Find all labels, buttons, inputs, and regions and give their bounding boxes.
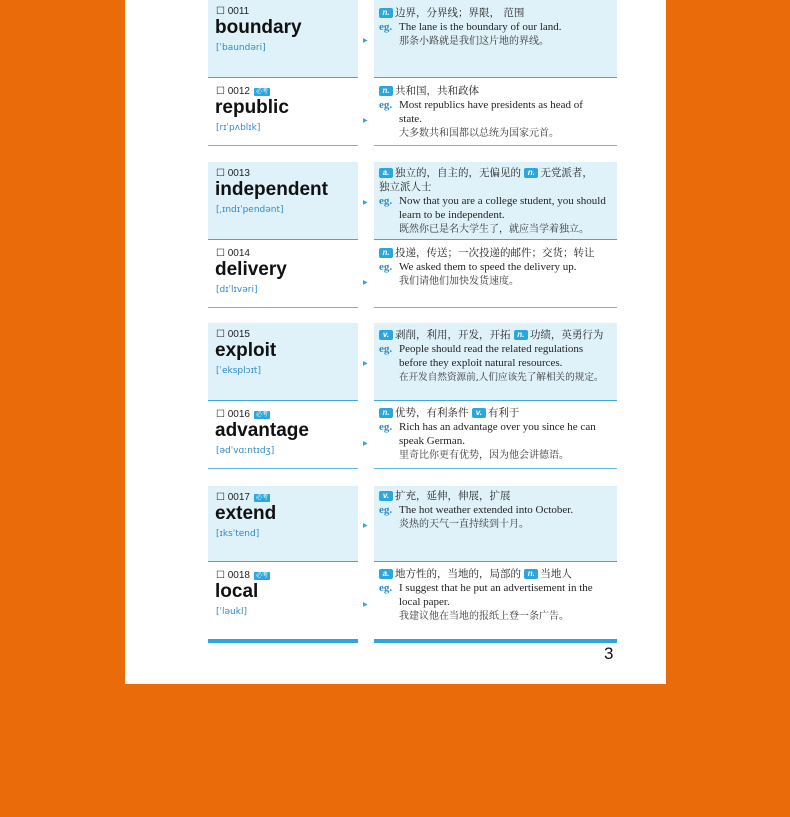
pos-tag: v. [472, 408, 486, 418]
entry-number: ☐ 0011 [216, 6, 250, 17]
pos-tag: n. [524, 168, 538, 178]
entry-number: ☐ 0013 [216, 168, 250, 179]
required-badge: 必考 [256, 412, 269, 418]
entry-republic [125, 80, 666, 146]
translation: 我们请他们加快发货速度。 [399, 276, 519, 287]
example-continued: state. [399, 113, 422, 125]
definition-box [374, 403, 617, 469]
phonetic: [ˌɪndɪˈpendənt] [216, 205, 284, 215]
pos-tag: n. [514, 330, 528, 340]
arrow-icon: ▶ [363, 440, 368, 447]
headword: boundary [215, 17, 302, 38]
headword: extend [215, 503, 277, 524]
pos-tag: a. [379, 569, 393, 579]
eg-label: eg. [379, 195, 393, 207]
translation: 在开发自然资源前,人们应该先了解相关的规定。 [399, 372, 604, 383]
headword: republic [215, 97, 289, 118]
pos-tag: v. [379, 330, 393, 340]
definition-box [374, 564, 617, 630]
word-box [208, 486, 358, 562]
arrow-icon: ▶ [363, 279, 368, 286]
arrow-icon: ▶ [363, 360, 368, 367]
example-continued: learn to be independent. [399, 209, 505, 221]
pos-tag: n. [524, 569, 538, 579]
phonetic: [ˈbaundəri] [216, 43, 266, 53]
pos-tag: n. [379, 408, 393, 418]
definition-box [374, 323, 617, 401]
example-continued: before they exploit natural resources. [399, 357, 563, 369]
arrow-icon: ▶ [363, 522, 368, 529]
translation: 那条小路就是我们这片地的界线。 [399, 36, 549, 47]
entry-number: ☐ 0016 必考 [216, 409, 269, 420]
example: eg. The lane is the boundary of our land. [379, 21, 562, 33]
phonetic: [rɪˈpʌblɪk] [216, 123, 261, 133]
example: eg. Rich has an advantage over you since he can [379, 421, 596, 433]
phonetic: [ədˈvɑːntɪdʒ] [216, 446, 275, 456]
word-box [208, 162, 358, 240]
word-box [208, 80, 358, 146]
eg-label: eg. [379, 21, 393, 33]
arrow-icon: ▶ [363, 601, 368, 608]
arrow-icon: ▶ [363, 37, 368, 44]
definition: v. 剥削，利用，开发，开拓 n. 功绩，英勇行为 [379, 329, 619, 342]
definition-box [374, 162, 617, 240]
entry-number: ☐ 0015 [216, 329, 250, 340]
headword: independent [215, 179, 328, 200]
entry-exploit [125, 323, 666, 401]
entry-independent [125, 162, 666, 240]
eg-label: eg. [379, 421, 393, 433]
eg-label: eg. [379, 504, 393, 516]
arrow-icon: ▶ [363, 199, 368, 206]
entry-boundary [125, 0, 666, 78]
footer-bar-left [208, 639, 358, 643]
translation: 大多数共和国都以总统为国家元首。 [399, 128, 559, 139]
translation: 炎热的天气一直持续到十月。 [399, 519, 529, 530]
example-continued: speak German. [399, 435, 465, 447]
pos-tag: a. [379, 168, 393, 178]
page-number: 3 [604, 644, 614, 663]
entry-delivery [125, 242, 666, 308]
pos-tag: n. [379, 248, 393, 258]
entry-number: ☐ 0012 必考 [216, 86, 269, 97]
example: eg. I suggest that he put an advertisement in the [379, 582, 593, 594]
dictionary-page [125, 0, 666, 684]
example-continued: local paper. [399, 596, 450, 608]
eg-label: eg. [379, 343, 393, 355]
example: eg. We asked them to speed the delivery up. [379, 261, 577, 273]
headword: delivery [215, 259, 287, 280]
translation: 里奇比你更有优势，因为他会讲德语。 [399, 450, 569, 461]
phonetic: [dɪˈlɪvəri] [216, 285, 258, 295]
entry-number: ☐ 0018 必考 [216, 570, 269, 581]
definition: n. 优势，有利条件 v. 有利于 [379, 407, 619, 420]
definition-box [374, 0, 617, 78]
definition-box [374, 80, 617, 146]
entry-number: ☐ 0014 [216, 248, 250, 259]
example: eg. Most republics have presidents as head of [379, 99, 583, 111]
eg-label: eg. [379, 582, 393, 594]
definition-continued: 独立派人士 [379, 181, 432, 193]
definition: v. 扩充，延伸，伸展，扩展 [379, 490, 619, 503]
entry-extend [125, 486, 666, 562]
phonetic: [ɪksˈtend] [216, 529, 260, 539]
word-box [208, 0, 358, 78]
required-badge: 必考 [256, 573, 269, 579]
word-box [208, 242, 358, 308]
pos-tag: v. [379, 491, 393, 501]
required-badge: 必考 [256, 495, 269, 501]
word-box [208, 323, 358, 401]
example: eg. Now that you are a college student, you should [379, 195, 606, 207]
word-box [208, 564, 358, 630]
eg-label: eg. [379, 261, 393, 273]
definition: a. 地方性的，当地的，局部的 n. 当地人 [379, 568, 619, 581]
definition-box [374, 242, 617, 308]
phonetic: [ˈeksplɔɪt] [216, 366, 261, 376]
phonetic: [ˈləukl] [216, 607, 247, 617]
arrow-icon: ▶ [363, 117, 368, 124]
headword: exploit [215, 340, 277, 361]
translation: 既然你已是名大学生了，就应当学着独立。 [399, 224, 589, 235]
translation: 我建议他在当地的报纸上登一条广告。 [399, 611, 569, 622]
headword: advantage [215, 420, 309, 441]
definition: n. 边界，分界线；界限， 范围 [379, 7, 619, 20]
definition: a. 独立的，自主的，无偏见的 n. 无党派者， [379, 167, 619, 180]
definition: n. 投递，传送；一次投递的邮件；交货；转让 [379, 247, 619, 260]
entry-advantage [125, 403, 666, 469]
pos-tag: n. [379, 8, 393, 18]
required-badge: 必考 [256, 89, 269, 95]
headword: local [215, 581, 259, 602]
example: eg. The hot weather extended into October. [379, 504, 574, 516]
footer-bar-right [374, 639, 617, 643]
entry-number: ☐ 0017 必考 [216, 492, 269, 503]
word-box [208, 403, 358, 469]
definition: n. 共和国，共和政体 [379, 85, 619, 98]
pos-tag: n. [379, 86, 393, 96]
example: eg. People should read the related regulations [379, 343, 584, 355]
entry-local [125, 564, 666, 630]
eg-label: eg. [379, 99, 393, 111]
definition-box [374, 486, 617, 562]
